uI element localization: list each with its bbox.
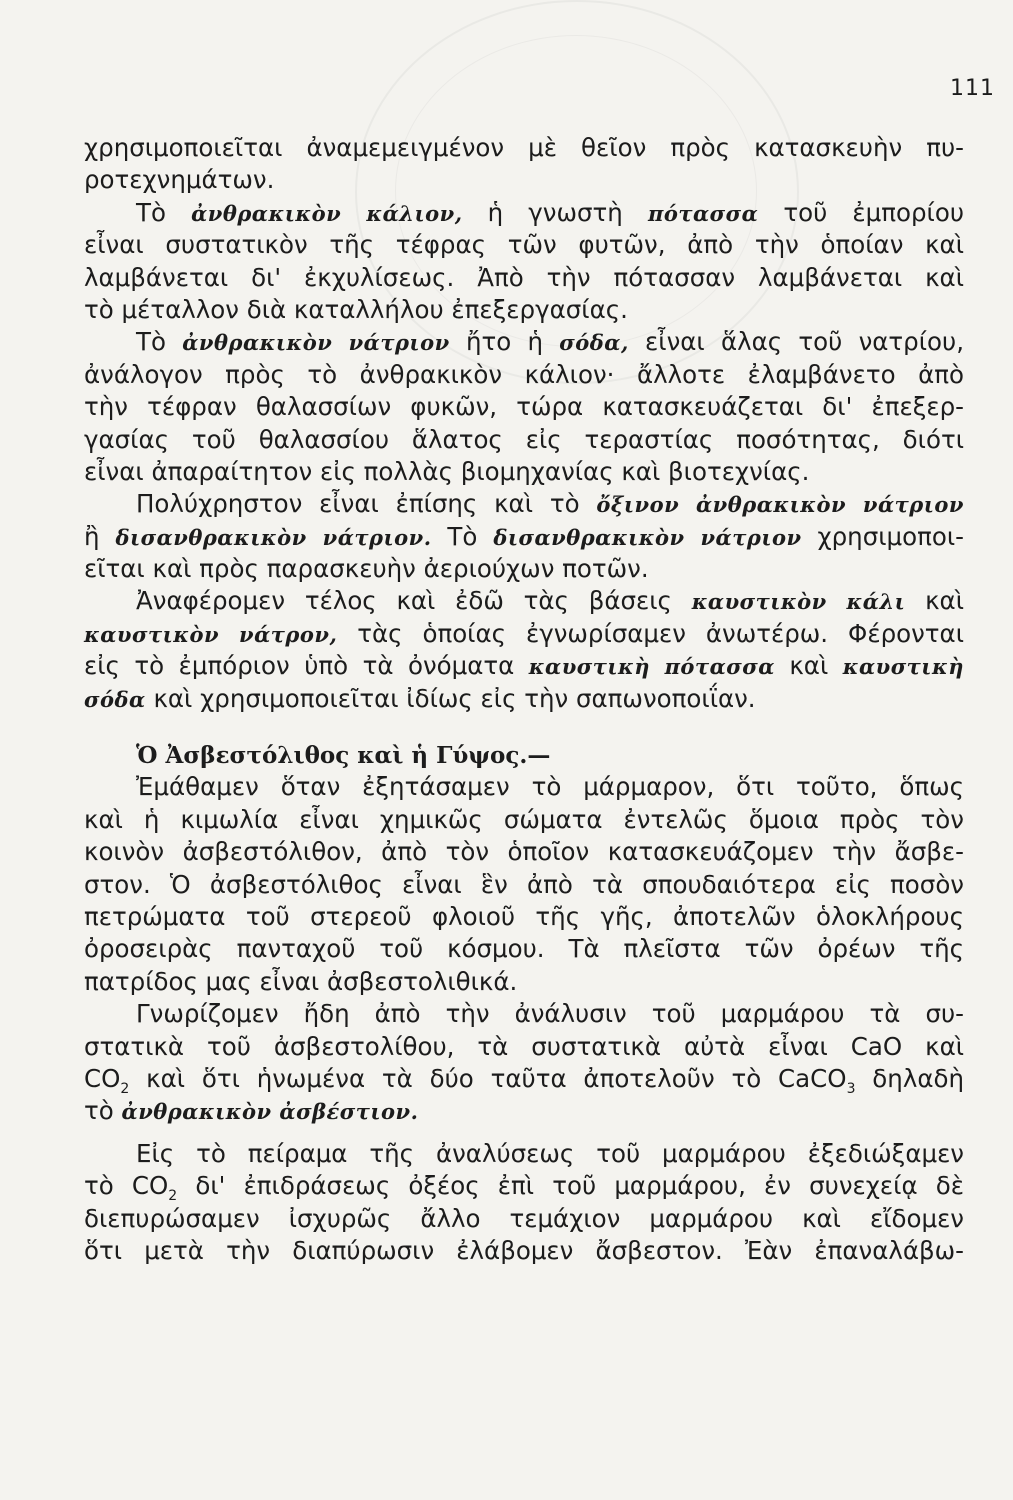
text-run: Πολύχρηστον εἶναι ἐπίσης καὶ τὸ	[136, 489, 597, 519]
text-line: εἶναι συστατικὸν τῆς τέφρας τῶν φυτῶν, ἀπὸ τὴν ὁποίαν καὶ	[84, 230, 964, 260]
text-line: εῖται καὶ πρὸς παρασκευὴν ἀεριούχων ποτῶν.	[84, 554, 649, 584]
text-run: ἢ	[84, 521, 116, 551]
section-heading-text: Ὁ Ἀσβεστόλιθος καὶ ἡ Γύψος.—	[136, 742, 551, 770]
text-run: ἤτο ἡ	[449, 327, 560, 357]
term-emphasis: καυστικὴ	[842, 654, 964, 680]
text-line: χρησιμοποιεῖται ἀναμεμειγμένον μὲ θεῖον πρὸς κατασκευὴν πυ-	[84, 133, 964, 162]
text-line: τὸ μέταλλον διὰ καταλλήλου ἐπεξεργασίας.	[84, 294, 628, 324]
text-run: δι' ἐπιδράσεως ὀξέος ἐπὶ τοῦ μαρμάρου, ἐν συνεχείᾳ δὲ	[177, 1171, 964, 1201]
text-line	[84, 488, 964, 520]
text-line: εἶναι ἀπαραίτητον εἰς πολλὰς βιομηχανίας καὶ βιοτεχνίας.	[84, 456, 810, 486]
text-run: καὶ	[774, 651, 843, 681]
text-line	[84, 1031, 964, 1063]
text-line: γασίας τοῦ θαλασσίου ἅλατος εἰς τεραστίας ποσότητας, διότι	[84, 424, 964, 454]
text-run: Τὸ	[136, 327, 183, 357]
text-run: στατικὰ τοῦ ἀσβεστολίθου, τὰ συστατικὰ αὐτὰ εἶναι	[84, 1031, 851, 1061]
text-line: στον. Ὁ ἀσβεστόλιθος εἶναι ἓν ἀπὸ τὰ σπουδαιότερα εἰς ποσὸν	[84, 869, 964, 899]
text-run: Ἀναφέρομεν τέλος καὶ ἐδῶ τὰς βάσεις	[136, 586, 692, 616]
term-emphasis: δισανθρακικὸν νάτριον	[493, 524, 802, 550]
text-line: καὶ ἡ κιμωλία εἶναι χημικῶς σώματα ἐντελῶς ὅμοια πρὸς τὸν	[84, 804, 964, 834]
term-emphasis: καυστικὸν κάλι	[691, 589, 906, 615]
text-run: καὶ χρησιμοποιεῖται ἰδίως εἰς τὴν σαπωνοποιΐαν.	[145, 683, 756, 713]
text-line	[84, 1095, 964, 1127]
text-run: τὸ CO	[84, 1171, 169, 1201]
text-line: λαμβάνεται δι' ἐκχυλίσεως. Ἀπὸ τὴν πότασσαν λαμβάνεται καὶ	[84, 262, 964, 292]
text-run: τὸ	[84, 1096, 122, 1126]
text-line: ροτεχνημάτων.	[84, 165, 275, 195]
text-line	[84, 326, 964, 358]
text-line: ἀνάλογον πρὸς τὸ ἀνθρακικὸν κάλιον· ἄλλοτε ἐλαμβάνετο ἀπὸ	[84, 359, 964, 389]
formula-base: CaCO	[778, 1063, 847, 1093]
text-line: Εἰς τὸ πείραμα τῆς ἀναλύσεως τοῦ μαρμάρου ἐξεδιώξαμεν	[136, 1138, 964, 1168]
term-emphasis: ἀνθρακικὸν κάλιον,	[191, 200, 463, 226]
term-emphasis: δισανθρακικὸν νάτριον.	[115, 524, 432, 550]
text-run: καὶ	[902, 1031, 965, 1061]
text-line	[84, 1063, 964, 1095]
text-line: Γνωρίζομεν ἤδη ἀπὸ τὴν ἀνάλυσιν τοῦ μαρμάρου τὰ συ-	[136, 999, 964, 1029]
term-emphasis: καυστικὴ πότασσα	[528, 654, 775, 680]
text-run: καὶ ὅτι ἡνωμένα τὰ δύο ταῦτα ἀποτελοῦν τὸ	[129, 1063, 779, 1093]
chemical-formula: CaO	[850, 1031, 903, 1061]
section-heading	[84, 739, 964, 771]
text-line: Ἐμάθαμεν ὅταν ἐξητάσαμεν τὸ μάρμαρον, ὅτι τοῦτο, ὅπως	[136, 772, 964, 802]
text-line: τὴν τέφραν θαλασσίων φυκῶν, τώρα κατασκευάζεται δι' ἐπεξερ-	[84, 392, 964, 422]
text-run: εἰς τὸ ἐμπόριον ὑπὸ τὰ ὀνόματα	[84, 651, 529, 681]
text-line	[84, 1170, 964, 1202]
body-text	[84, 132, 964, 1267]
text-run: τὰς ὁποίας ἐγνωρίσαμεν ἀνωτέρω. Φέρονται	[337, 618, 964, 648]
text-line	[84, 197, 964, 229]
text-line	[84, 683, 964, 715]
text-line: κοινὸν ἀσβεστόλιθον, ἀπὸ τὸν ὁποῖον κατασκευάζομεν τὴν ἄσβε-	[84, 837, 964, 867]
text-run: χρησιμοποι-	[801, 521, 964, 551]
text-line: ὅτι μετὰ τὴν διαπύρωσιν ἐλάβομεν ἄσβεστον. Ἐὰν ἐπαναλάβω-	[84, 1235, 964, 1265]
text-line	[84, 521, 964, 553]
text-line: ὀροσειρὰς πανταχοῦ τοῦ κόσμου. Τὰ πλεῖστα τῶν ὀρέων τῆς	[84, 934, 964, 964]
term-emphasis: σόδα,	[559, 330, 629, 356]
text-run: δηλαδὴ	[855, 1063, 964, 1093]
term-emphasis: πότασσα	[647, 200, 759, 226]
chemical-formula	[84, 1063, 130, 1097]
text-run: Τὸ	[431, 521, 494, 551]
page-number: 111	[950, 76, 995, 101]
text-run: καὶ	[905, 586, 964, 616]
text-line	[84, 618, 964, 650]
formula-subscript: 3	[846, 1080, 856, 1097]
term-emphasis: ὄξινον ἀνθρακικὸν νάτριον	[596, 492, 964, 518]
formula-subscript: 2	[120, 1080, 130, 1097]
text-line	[84, 650, 964, 682]
text-line: πετρώματα τοῦ στερεοῦ φλοιοῦ τῆς γῆς, ἀποτελῶν ὁλοκλήρους	[84, 901, 964, 931]
paragraph-gap	[84, 1128, 964, 1138]
formula-base: CO	[84, 1063, 121, 1093]
text-line	[84, 585, 964, 617]
term-emphasis: ἀνθρακικὸν νάτριον	[182, 330, 450, 356]
chemical-formula	[778, 1063, 856, 1097]
text-run: ἡ γνωστὴ	[462, 197, 648, 227]
text-run: Τὸ	[136, 197, 192, 227]
term-emphasis: καυστικὸν νάτρον,	[84, 621, 338, 647]
text-run: εἶναι ἅλας τοῦ νατρίου,	[628, 327, 964, 357]
text-run: τοῦ ἐμπορίου	[758, 197, 965, 227]
text-line: διεπυρώσαμεν ἰσχυρῶς ἄλλο τεμάχιον μαρμάρου καὶ εἴδομεν	[84, 1203, 964, 1233]
formula-subscript: 2	[168, 1188, 178, 1204]
term-emphasis: σόδα	[84, 686, 146, 712]
text-line: πατρίδος μας εἶναι ἀσβεστολιθικά.	[84, 966, 518, 996]
term-emphasis: ἀνθρακικὸν ἀσβέστιον.	[121, 1099, 419, 1125]
